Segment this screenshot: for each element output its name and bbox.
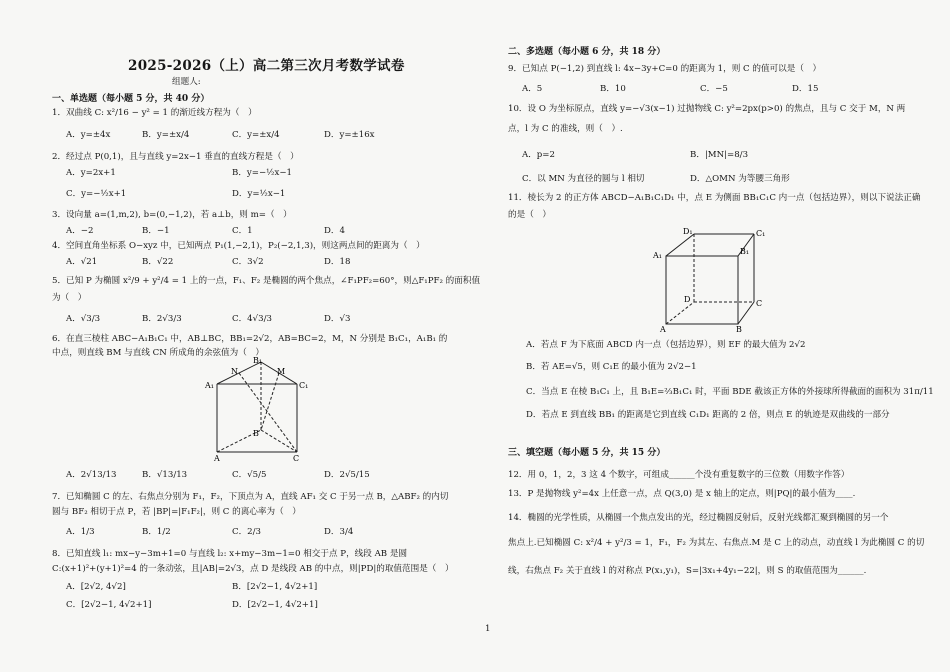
q9-stem: 9．已知点 P(−1,2) 到直线 l: 4x−3y+C=0 的距离为 1，则 C 的值可以是（ ） bbox=[508, 64, 822, 74]
q5-option-a: A．√3/3 bbox=[66, 314, 101, 324]
q1-stem: 1．双曲线 C: x²/16 − y² = 1 的渐近线方程为（ ） bbox=[52, 108, 257, 118]
q9-option-b: B．10 bbox=[600, 84, 626, 94]
cube-label-b1: B₁ bbox=[740, 247, 750, 256]
q10-stem: 10．设 O 为坐标原点，直线 y=−√3(x−1) 过抛物线 C: y²=2px(p>0) 的焦点，且与 C 交于 M，N 两 bbox=[508, 104, 906, 114]
q3-option-b: B．−1 bbox=[142, 226, 170, 236]
q8-stem: 8．已知直线 l₁: mx−y−3m+1=0 与直线 l₂: x+my−3m−1=0 相交于点 P，线段 AB 是圆 bbox=[52, 549, 408, 559]
q8-option-d: D．[2√2−1, 4√2+1] bbox=[232, 600, 318, 610]
q1-option-d: D．y=±16x bbox=[324, 130, 375, 140]
q6-stem-cont: 中点，则直线 BM 与直线 CN 所成角的余弦值为（ ） bbox=[52, 348, 265, 358]
q6-option-b: B．√13/13 bbox=[142, 470, 188, 480]
q8-option-b: B．[2√2−1, 4√2+1] bbox=[232, 582, 318, 592]
prism-label-n: N bbox=[231, 367, 238, 376]
cube-label-d1: D₁ bbox=[683, 227, 693, 236]
q11-option-d: D．若点 E 到直线 BB₁ 的距离是它到直线 C₁D₁ 距离的 2 倍，则点 E 的轨迹是双曲线的一部分 bbox=[526, 410, 890, 420]
q6-stem: 6．在直三棱柱 ABC−A₁B₁C₁ 中，AB⊥BC，BB₁=2√2，AB=BC=2，M，N 分别是 B₁C₁，A₁B₁ 的 bbox=[52, 334, 448, 344]
q7-option-b: B．1/2 bbox=[142, 527, 171, 537]
prism-label-a1: A₁ bbox=[205, 381, 214, 390]
section-2-heading: 二、多选题（每小题 6 分，共 18 分） bbox=[508, 47, 666, 57]
q8-stem-cont: C:(x+1)²+(y+1)²=4 的一条动弦，且|AB|=2√3，点 D 是线段 AB 的中点，则|PD|的取值范围是（ ） bbox=[52, 564, 454, 574]
q11-option-c: C．当点 E 在棱 B₁C₁ 上，且 B₁E=⅔B₁C₁ 时，平面 BDE 截该正方体的外接球所得截面的面积为 31π/11 bbox=[526, 387, 934, 397]
q10-stem-cont: 点，l 为 C 的准线，则（ ）. bbox=[508, 124, 623, 134]
section-1-heading: 一、单选题（每小题 5 分，共 40 分） bbox=[52, 94, 210, 104]
page-number: 1 bbox=[485, 624, 491, 634]
q2-option-c: C．y=−½x+1 bbox=[66, 189, 127, 199]
prism-label-c: C bbox=[293, 454, 300, 463]
prism-label-a: A bbox=[214, 454, 220, 463]
cube-label-c1: C₁ bbox=[756, 229, 766, 238]
q5-option-c: C．4√3/3 bbox=[232, 314, 272, 324]
q4-option-c: C．3√2 bbox=[232, 257, 264, 267]
cube-label-a1: A₁ bbox=[653, 251, 662, 260]
q3-option-a: A．−2 bbox=[66, 226, 94, 236]
q11-option-a: A．若点 F 为下底面 ABCD 内一点（包括边界），则 EF 的最大值为 2√2 bbox=[526, 340, 806, 350]
author-line: 组题人: bbox=[172, 77, 201, 87]
q5-stem-cont: 为（ ） bbox=[52, 293, 87, 303]
q11-option-b: B．若 AE=√5，则 C₁E 的最小值为 2√2−1 bbox=[526, 362, 697, 372]
cube-label-a: A bbox=[660, 325, 666, 334]
q1-option-b: B．y=±x/4 bbox=[142, 130, 190, 140]
q2-stem: 2．经过点 P(0,1)，且与直线 y=2x−1 垂直的直线方程是（ ） bbox=[52, 152, 299, 162]
q9-option-c: C．−5 bbox=[700, 84, 728, 94]
q9-option-a: A．5 bbox=[522, 84, 543, 94]
q7-option-c: C．2/3 bbox=[232, 527, 261, 537]
q5-option-d: D．√3 bbox=[324, 314, 351, 324]
q14-line2: 焦点上.已知椭圆 C: x²/4 + y²/3 = 1，F₁，F₂ 为其左、右焦点.M 是 C 上的动点，动直线 l 为此椭圆 C 的切 bbox=[508, 538, 925, 548]
q4-option-b: B．√22 bbox=[142, 257, 174, 267]
q7-option-d: D．3/4 bbox=[324, 527, 354, 537]
q2-option-b: B．y=−½x−1 bbox=[232, 168, 293, 178]
q14-line1: 14．椭圆的光学性质，从椭圆一个焦点发出的光，经过椭圆反射后，反射光线都汇聚到椭圆的另一个 bbox=[508, 513, 889, 523]
cube-figure bbox=[650, 222, 776, 334]
q3-option-d: D．4 bbox=[324, 226, 345, 236]
q8-option-c: C．[2√2−1, 4√2+1] bbox=[66, 600, 152, 610]
q2-option-d: D．y=½x−1 bbox=[232, 189, 286, 199]
q10-option-d: D．△OMN 为等腰三角形 bbox=[690, 174, 790, 184]
q7-option-a: A．1/3 bbox=[66, 527, 95, 537]
q8-option-a: A．[2√2, 4√2] bbox=[66, 582, 126, 592]
q5-option-b: B．2√3/3 bbox=[142, 314, 182, 324]
q5-stem: 5．已知 P 为椭圆 x²/9 + y²/4 = 1 上的一点，F₁、F₂ 是椭圆的两个焦点，∠F₁PF₂=60°，则△F₁PF₂ 的面积值 bbox=[52, 276, 481, 286]
cube-label-b: B bbox=[736, 325, 742, 334]
q6-option-d: D．2√5/15 bbox=[324, 470, 370, 480]
q6-option-a: A．2√13/13 bbox=[66, 470, 117, 480]
prism-figure bbox=[205, 354, 309, 463]
q7-stem: 7．已知椭圆 C 的左、右焦点分别为 F₁，F₂，下顶点为 A，直线 AF₁ 交 C 于另一点 B，△ABF₂ 的内切 bbox=[52, 492, 449, 502]
prism-label-m: M bbox=[277, 367, 286, 376]
q11-stem: 11．棱长为 2 的正方体 ABCD−A₁B₁C₁D₁ 中，点 E 为侧面 BB₁C₁C 内一点（包括边界），则以下说法正确 bbox=[508, 193, 921, 203]
q7-stem-cont: 圆与 BF₂ 相切于点 P，若 |BP|=|F₁F₂|，则 C 的离心率为（ ） bbox=[52, 507, 301, 517]
q9-option-d: D．15 bbox=[792, 84, 819, 94]
q1-option-a: A．y=±4x bbox=[66, 130, 111, 140]
prism-label-c1: C₁ bbox=[299, 381, 309, 390]
q10-option-b: B．|MN|=8/3 bbox=[690, 150, 749, 160]
q4-option-a: A．√21 bbox=[66, 257, 98, 267]
q2-option-a: A．y=2x+1 bbox=[66, 168, 116, 178]
q14-line3: 线，右焦点 F₂ 关于直线 l 的对称点 P(x₁,y₁)，S=|3x₁+4y₁−22|，则 S 的取值范围为______. bbox=[508, 566, 867, 576]
q6-option-c: C．√5/5 bbox=[232, 470, 267, 480]
q10-option-a: A．p=2 bbox=[522, 150, 555, 160]
q12-text: 12．用 0，1，2，3 这 4 个数字，可组成______个没有重复数字的三位数（用数字作答） bbox=[508, 470, 850, 480]
q1-option-c: C．y=±x/4 bbox=[232, 130, 280, 140]
q4-option-d: D．18 bbox=[324, 257, 351, 267]
q3-stem: 3．设向量 a=(1,m,2), b=(0,−1,2)，若 a⊥b，则 m=（ ） bbox=[52, 210, 292, 220]
q4-stem: 4．空间直角坐标系 O−xyz 中，已知两点 P₁(1,−2,1)，P₂(−2,1,3)，则这两点间的距离为（ ） bbox=[52, 241, 425, 251]
q13-text: 13．P 是抛物线 y²=4x 上任意一点，点 Q(3,0) 是 x 轴上的定点，则|PQ|的最小值为____. bbox=[508, 489, 856, 499]
q3-option-c: C．1 bbox=[232, 226, 253, 236]
cube-label-c: C bbox=[756, 299, 763, 308]
section-3-heading: 三、填空题（每小题 5 分，共 15 分） bbox=[508, 448, 666, 458]
q11-stem-cont: 的是（ ） bbox=[508, 210, 551, 220]
prism-label-b1: B₁ bbox=[253, 356, 263, 365]
q10-option-c: C．以 MN 为直径的圆与 l 相切 bbox=[522, 174, 645, 184]
cube-label-d: D bbox=[684, 295, 691, 304]
prism-label-b: B bbox=[253, 429, 259, 438]
page-title: 2025-2026（上）高二第三次月考数学试卷 bbox=[128, 58, 405, 74]
